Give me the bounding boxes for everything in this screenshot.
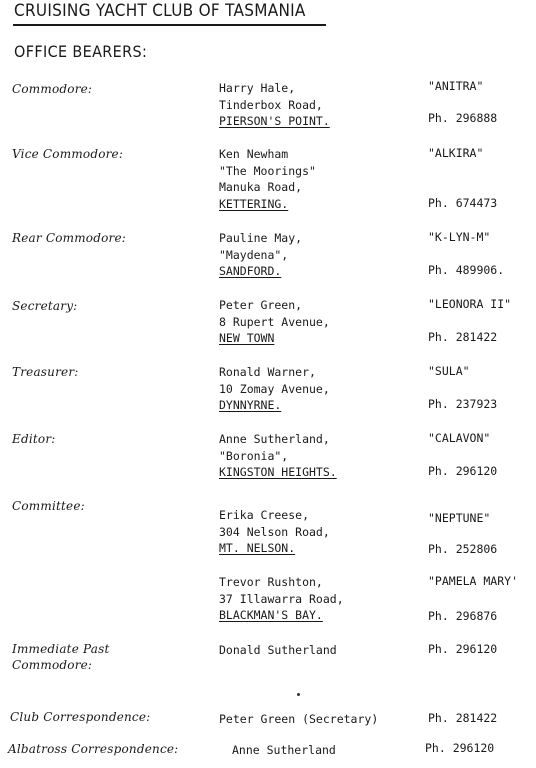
phone-number: Ph. 296120 (428, 464, 498, 478)
albatross-correspondence-name: Anne Sutherland (232, 743, 336, 757)
yacht-name: "K-LYN-M" (428, 230, 491, 244)
address-line: 10 Zomay Avenue, (219, 381, 330, 396)
address-block-committee-2 (219, 574, 344, 624)
address-line: Anne Sutherland, (219, 432, 330, 446)
role-editor: Editor: (12, 432, 56, 446)
yacht-name: "NEPTUNE" (428, 511, 491, 525)
role-secretary: Secretary: (12, 299, 78, 313)
phone-number: Ph. 296120 (425, 741, 495, 755)
address-line: Trevor Rushton, (219, 575, 323, 589)
locality: PIERSON'S POINT. (219, 114, 330, 128)
yacht-name: "ALKIRA" (428, 146, 484, 160)
page-speck (297, 693, 300, 696)
role-immediate-past-commodore (12, 641, 109, 673)
role-rear-commodore: Rear Commodore: (12, 231, 127, 245)
address-line: "Boronia", (219, 448, 289, 463)
locality: SANDFORD. (219, 264, 282, 278)
role-treasurer: Treasurer: (12, 365, 79, 379)
phone-number: Ph. 281422 (428, 711, 498, 725)
document-title: CRUISING YACHT CLUB OF TASMANIA (14, 1, 306, 21)
yacht-name: "LEONORA II" (428, 297, 512, 311)
address-line: 304 Nelson Road, (219, 524, 330, 539)
address-line: Pauline May, (219, 231, 303, 245)
club-correspondence-name: Peter Green (Secretary) (219, 712, 379, 726)
address-block-rear-commodore (219, 230, 302, 280)
address-block-committee-1 (219, 507, 330, 557)
yacht-name: "SULA" (428, 364, 470, 378)
phone-number: Ph. 296888 (428, 111, 498, 125)
phone-number: Ph. 252806 (428, 542, 498, 556)
address-line: Manuka Road, (219, 180, 303, 194)
locality: NEW TOWN (219, 331, 275, 345)
albatross-correspondence-label: Albatross Correspondence: (8, 742, 179, 756)
phone-number: Ph. 296120 (428, 642, 498, 656)
yacht-name: "CALAVON" (428, 431, 491, 445)
locality: KETTERING. (219, 196, 289, 211)
address-line: Ronald Warner, (219, 365, 316, 379)
address-block-secretary (219, 297, 330, 347)
address-line: Tinderbox Road, (219, 97, 323, 112)
phone-number: Ph. 281422 (428, 330, 498, 344)
address-line: Erika Creese, (219, 508, 310, 522)
address-line: "The Moorings" (219, 163, 316, 178)
role-committee: Committee: (12, 499, 85, 513)
locality: BLACKMAN'S BAY. (219, 608, 323, 622)
yacht-name: "ANITRA" (428, 79, 484, 93)
phone-number: Ph. 237923 (428, 397, 498, 411)
title-underline (13, 24, 326, 26)
phone-number: Ph. 674473 (428, 196, 498, 210)
role-commodore: Commodore: (12, 82, 93, 96)
phone-number: Ph. 296876 (428, 609, 498, 623)
address-block-editor (219, 431, 337, 481)
role-line: Immediate Past (12, 642, 110, 656)
locality: MT. NELSON. (219, 541, 296, 555)
phone-number: Ph. 489906. (428, 263, 505, 277)
club-correspondence-label: Club Correspondence: (10, 710, 151, 724)
past-commodore-name: Donald Sutherland (219, 643, 337, 657)
section-heading: OFFICE BEARERS: (14, 42, 148, 61)
address-line: 8 Rupert Avenue, (219, 314, 330, 329)
role-vice-commodore: Vice Commodore: (12, 147, 124, 161)
address-line: Harry Hale, (219, 81, 296, 95)
address-line: 37 Illawarra Road, (219, 591, 344, 606)
address-line: Ken Newham (219, 147, 289, 161)
role-line: Commodore: (12, 658, 93, 672)
yacht-name: "PAMELA MARY' (428, 574, 519, 588)
address-line: Peter Green, (219, 298, 303, 312)
address-block-commodore (219, 80, 330, 130)
locality: DYNNYRNE. (219, 398, 282, 412)
address-block-vice-commodore (219, 146, 316, 212)
locality: KINGSTON HEIGHTS. (219, 465, 337, 479)
address-block-treasurer (219, 364, 330, 414)
address-line: "Maydena", (219, 247, 289, 262)
